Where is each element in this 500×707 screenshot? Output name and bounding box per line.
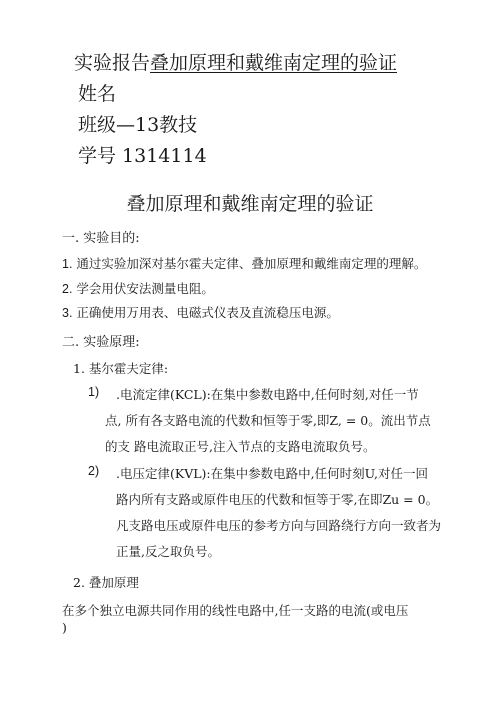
item-text: 通过实验加深对基尔霍夫定律、叠加原理和戴维南定理的理解。 bbox=[76, 256, 427, 271]
item-text: 正确使用万用表、电磁式仪表及直流稳压电源。 bbox=[76, 305, 339, 320]
kvl-line-2: 路内所有支路或原件电压的代数和恒等于零,在即Zu = 0。 bbox=[116, 492, 439, 507]
paragraph-line-1: 在多个独立电源共同作用的线性电路中,任一支路的电流(或电压 bbox=[62, 603, 409, 618]
doc-title: 叠加原理和戴维南定理的验证 bbox=[126, 193, 374, 215]
kcl-line-2: 点, 所有各支路电流的代数和恒等于零,即Z, = 0。流出节点 bbox=[105, 413, 431, 428]
student-id-label: 学号 1314114 bbox=[78, 145, 207, 167]
kcl-line-3: 的支 路电流取正号,注入节点的支路电流取负号。 bbox=[105, 439, 376, 454]
item-number: 3. bbox=[62, 306, 73, 320]
kcl-line-1: .电流定律(KCL):在集中参数电路中,任何时刻,对任一节 bbox=[116, 387, 419, 402]
list-item bbox=[62, 279, 214, 297]
section1-heading: 一. 实验目的: bbox=[62, 231, 140, 246]
item-number: 2. bbox=[62, 282, 73, 296]
report-title-line bbox=[74, 48, 397, 75]
list-item bbox=[62, 303, 339, 321]
kvl-number: 2) bbox=[88, 464, 100, 478]
kvl-line-1: .电压定律(KVL):在集中参数电路中,任何时刻U,对任一回 bbox=[116, 466, 428, 481]
name-label: 姓名 bbox=[78, 83, 117, 105]
kvl-line-3: 凡支路电压或原件电压的参考方向与回路绕行方向一致者为 bbox=[116, 518, 442, 533]
report-label: 实验报告 bbox=[74, 52, 151, 74]
item-text: 学会用伏安法测量电阻。 bbox=[76, 281, 214, 296]
kcl-number: 1) bbox=[88, 385, 100, 399]
subheading-kirchhoff: 1. 基尔霍夫定律: bbox=[73, 361, 169, 376]
section2-heading: 二. 实验原理: bbox=[62, 335, 140, 350]
subheading-superposition: 2. 叠加原理 bbox=[73, 575, 139, 590]
kvl-line-4: 正量,反之取负号。 bbox=[116, 544, 220, 559]
class-label: 班级—13教技 bbox=[78, 114, 198, 136]
list-item bbox=[62, 254, 426, 272]
paragraph-line-2: ) bbox=[62, 620, 67, 635]
item-number: 1. bbox=[62, 257, 73, 271]
report-title-underlined: 叠加原理和戴维南定理的验证 bbox=[150, 52, 398, 74]
